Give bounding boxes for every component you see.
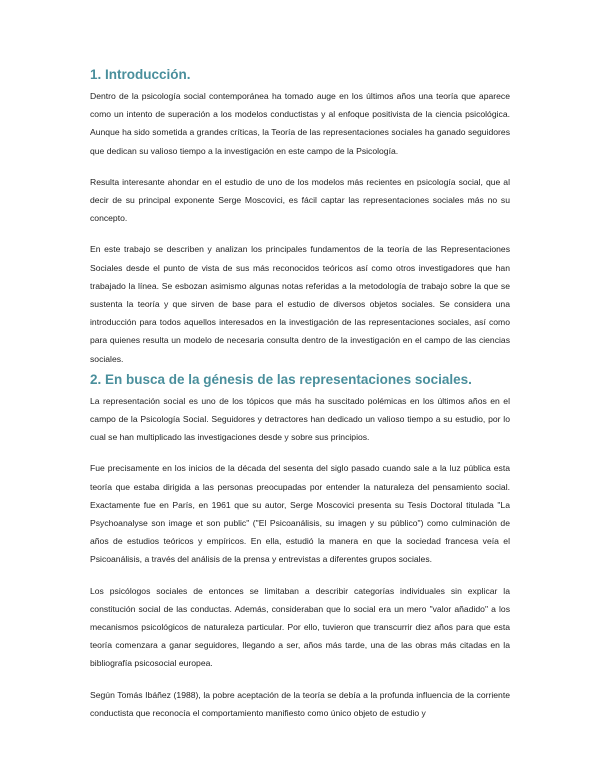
- paragraph: Los psicólogos sociales de entonces se limitaban a describir categorías individuales sin explicar la constitución social de las conductas. Además, consideraban que lo social era un mero "valor añadido" a los mecanismos psicológicos de naturaleza particular. Por ello, tuvieron que transcurrir diez años para que esta teoría comenzara a ganar seguidores, llegando a ser, años más tarde, una de las obras más citadas en la bibliografía psicosocial europea.: [90, 585, 510, 669]
- paragraph: Dentro de la psicología social contemporánea ha tomado auge en los últimos años una teoría que aparece como un intento de superación a los modelos conductistas y al enfoque positivista de la ciencia psicológica. Aunque ha sido sometida a grandes críticas, la Teoría de las representaciones sociales ha ganado seguidores que dedican su valioso tiempo a la investigación en este campo de la Psicología.: [90, 91, 510, 156]
- section-heading-introduccion: 1. Introducción.: [90, 67, 191, 82]
- paragraph: Fue precisamente en los inicios de la década del sesenta del siglo pasado cuando sale a la luz pública esta teoría que estaba dirigida a las personas preocupadas por entender la naturaleza del pensamiento social. Exactamente fue en París, en 1961 que su autor, Serge Moscovici presenta su Tesis Doctoral titulada "La Psychoanalyse son image et son public" ("El Psicoanálisis, su imagen y su público") como culminación de años de estudios teóricos y empíricos. En ella, estudió la manera en que la sociedad francesa veía el Psicoanálisis, a través del análisis de la prensa y entrevistas a diferentes grupos sociales.: [90, 463, 510, 565]
- paragraph: En este trabajo se describen y analizan los principales fundamentos de la teoría de las Representaciones Sociales desde el punto de vista de sus más reconocidos teóricos así como otros investigadores que han trabajado la línea. Se esbozan asimismo algunas notas referidas a la metodología de trabajo sobre la que se sustenta la teoría y que sirven de base para el estudio de diversos objetos sociales. Se considera una introducción para todos aquellos interesados en la investigación de las representaciones sociales, así como para quienes resulta un modelo de necesaria consulta dentro de la investigación en el campo de las ciencias sociales.: [90, 244, 510, 364]
- paragraph: La representación social es uno de los tópicos que más ha suscitado polémicas en los últimos años en el campo de la Psicología Social. Seguidores y detractores han dedicado un valioso tiempo a su estudio, por lo cual se han multiplicado las investigaciones desde y sobre sus principios.: [90, 395, 510, 443]
- paragraph: Según Tomás Ibáñez (1988), la pobre aceptación de la teoría se debía a la profunda influencia de la corriente conductista que reconocía el comportamiento manifiesto como único objeto de estudio y: [90, 689, 510, 718]
- section-heading-genesis: 2. En busca de la génesis de las representaciones sociales.: [90, 371, 472, 387]
- paragraph: Resulta interesante ahondar en el estudio de uno de los modelos más recientes en psicología social, que al decir de su principal exponente Serge Moscovici, es fácil captar las representaciones sociales más no su concepto.: [90, 176, 510, 224]
